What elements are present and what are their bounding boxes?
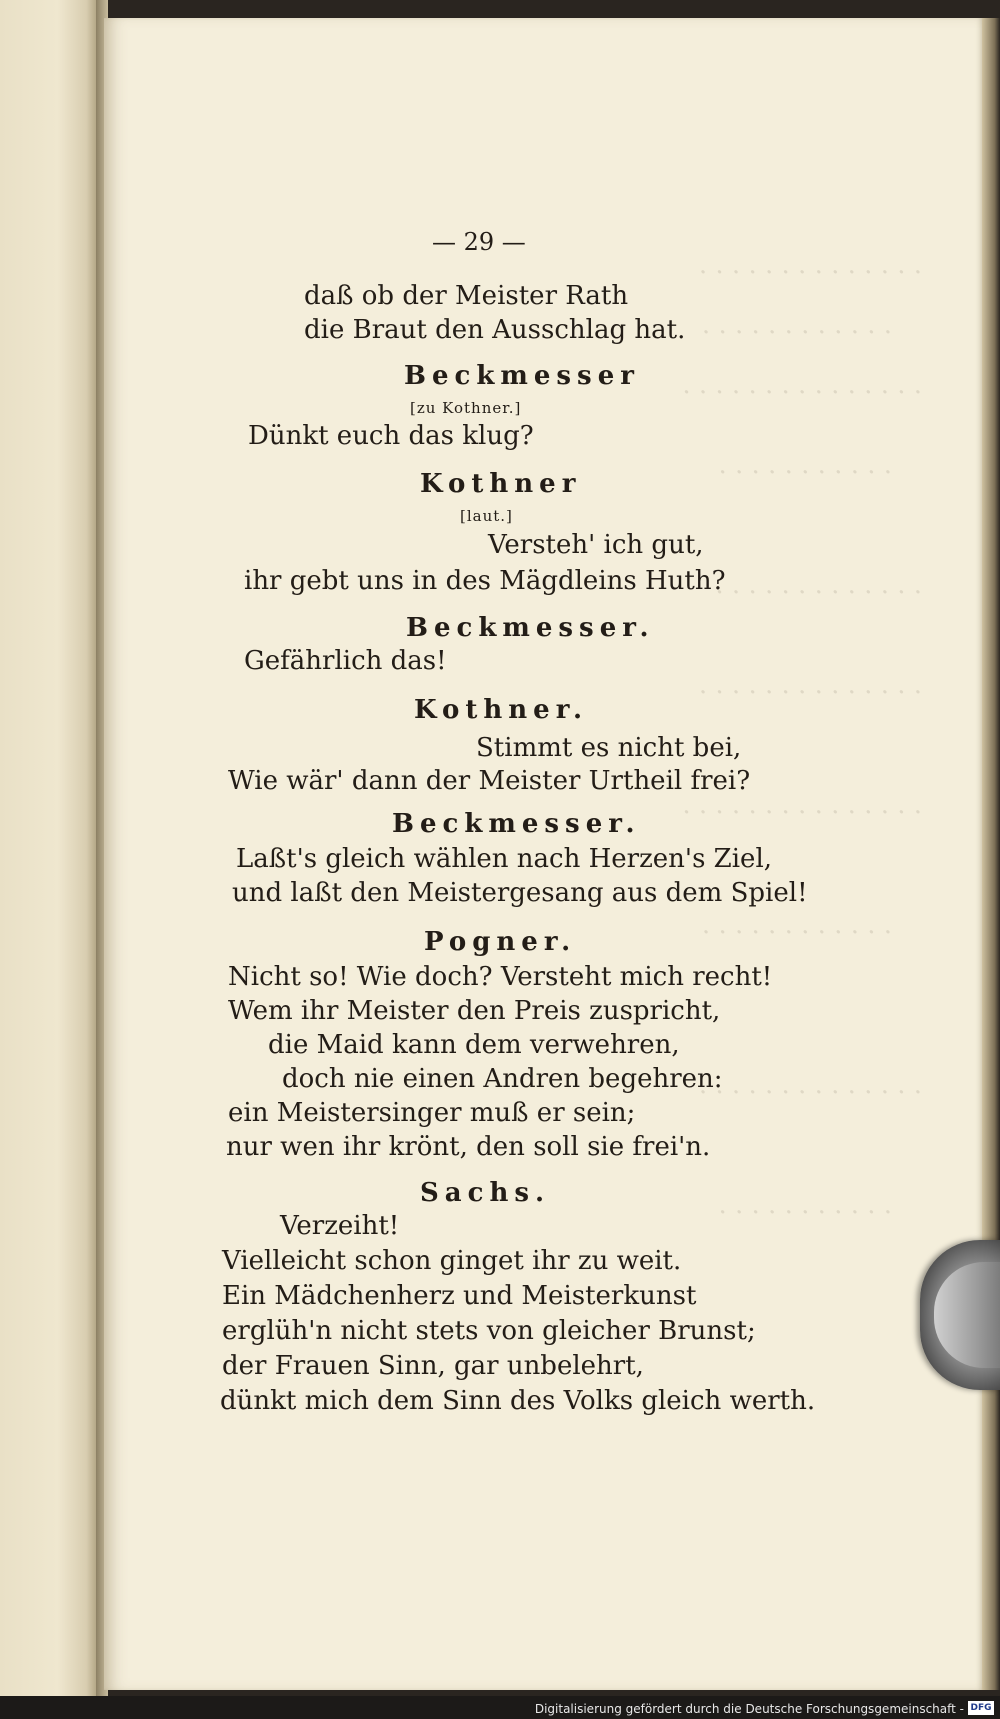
text-line: nur wen ihr krönt, den soll sie frei'n. bbox=[226, 1132, 711, 1162]
text-line: die Braut den Ausschlag hat. bbox=[304, 315, 686, 345]
speaker-name: Kothner. bbox=[414, 695, 589, 725]
speaker-name: Beckmesser. bbox=[392, 809, 641, 839]
text-line: erglüh'n nicht stets von gleicher Brunst; bbox=[222, 1316, 756, 1346]
stage-direction: [zu Kothner.] bbox=[410, 399, 522, 417]
text-line: ein Meistersinger muß er sein; bbox=[228, 1098, 636, 1128]
text-line: ihr gebt uns in des Mägdleins Huth? bbox=[244, 566, 726, 596]
stage-direction: [laut.] bbox=[460, 507, 513, 525]
text-line: Ein Mädchenherz und Meisterkunst bbox=[222, 1281, 697, 1311]
page-number: — 29 — bbox=[432, 228, 526, 256]
text-line: Verzeiht! bbox=[280, 1211, 400, 1241]
text-line: daß ob der Meister Rath bbox=[304, 281, 629, 311]
text-line: die Maid kann dem verwehren, bbox=[268, 1030, 680, 1060]
speaker-name: Sachs. bbox=[420, 1178, 551, 1208]
text-line: Wie wär' dann der Meister Urtheil frei? bbox=[228, 766, 751, 796]
text-line: Laßt's gleich wählen nach Herzen's Ziel, bbox=[236, 844, 773, 874]
speaker-name: Kothner bbox=[420, 469, 582, 499]
digitization-credit: Digitalisierung gefördert durch die Deutsche Forschungsgemeinschaft - bbox=[534, 1702, 964, 1716]
speaker-name: Beckmesser bbox=[404, 361, 640, 391]
speaker-name: Pogner. bbox=[424, 927, 577, 957]
text-line: und laßt den Meistergesang aus dem Spiel! bbox=[232, 878, 808, 908]
text-line: Stimmt es nicht bei, bbox=[476, 733, 742, 763]
text-line: Wem ihr Meister den Preis zuspricht, bbox=[228, 996, 721, 1026]
text-line: Dünkt euch das klug? bbox=[248, 421, 534, 451]
text-line: doch nie einen Andren begehren: bbox=[282, 1064, 723, 1094]
text-line: Versteh' ich gut, bbox=[488, 530, 704, 560]
speaker-name: Beckmesser. bbox=[406, 613, 655, 643]
text-line: dünkt mich dem Sinn des Volks gleich werth. bbox=[220, 1386, 816, 1416]
text-line: der Frauen Sinn, gar unbelehrt, bbox=[222, 1351, 644, 1381]
text-line: Nicht so! Wie doch? Versteht mich recht! bbox=[228, 962, 773, 992]
dfg-logo: DFG bbox=[968, 1701, 994, 1715]
text-line: Gefährlich das! bbox=[244, 646, 447, 676]
text-line: Vielleicht schon ginget ihr zu weit. bbox=[222, 1246, 682, 1276]
